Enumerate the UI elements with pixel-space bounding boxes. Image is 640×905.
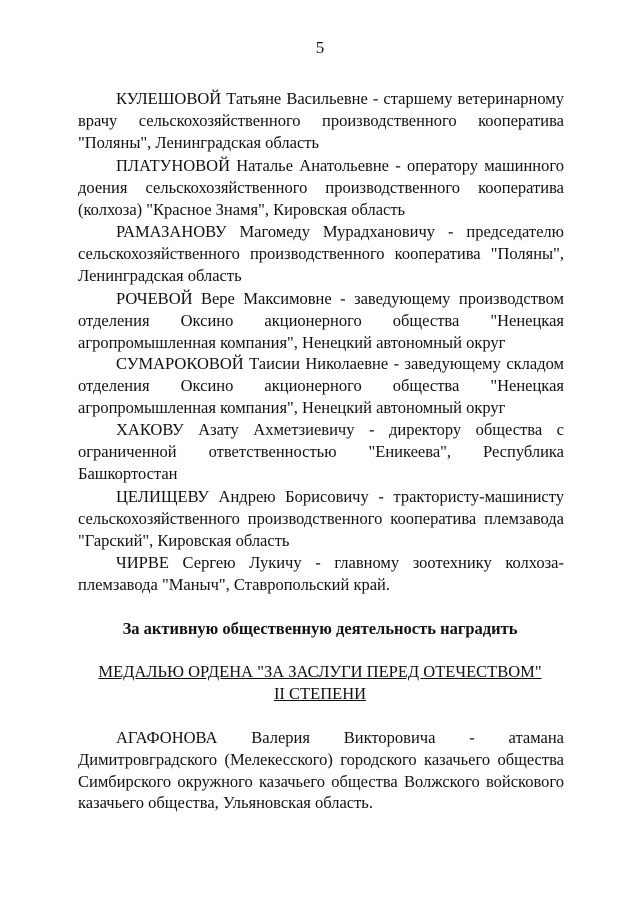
award-entry-ramazanov: РАМАЗАНОВУ Магомеду Мурадхановичу - председателю сельскохозяйственного производственного кооператива "Поляны", Ленинградская область xyxy=(78,222,564,285)
award-entry-tselishchev: ЦЕЛИЩЕВУ Андрею Борисовичу - трактористу-машинисту сельскохозяйственного производственного кооператива племзавода "Гарский", Кировская область xyxy=(78,487,564,550)
award-entry-platunova: ПЛАТУНОВОЙ Наталье Анатольевне - оператору машинного доения сельскохозяйственного производственного кооператива (колхоза) "Красное Знамя", Кировская область xyxy=(78,156,564,219)
award-title-line-1: МЕДАЛЬЮ ОРДЕНА "ЗА ЗАСЛУГИ ПЕРЕД ОТЕЧЕСТВОМ" xyxy=(98,662,542,681)
award-entry-chirva: ЧИРВЕ Сергею Лукичу - главному зоотехнику колхоза-племзавода "Маныч", Ставропольский край. xyxy=(78,553,564,594)
award-entry-kuleshova: КУЛЕШОВОЙ Татьяне Васильевне - старшему ветеринарному врачу сельскохозяйственного производственного кооператива "Поляны", Ленинградская область xyxy=(78,89,564,152)
award-entry-rocheva: РОЧЕВОЙ Вере Максимовне - заведующему производством отделения Оксино акционерного общества "Ненецкая агропромышленная компания", Ненецкий автономный округ xyxy=(78,289,564,352)
section-heading: За активную общественную деятельность наградить xyxy=(122,619,518,638)
award-entry-agafonov: АГАФОНОВА Валерия Викторовича - атамана Димитровградского (Мелекесского) городского казачьего общества Симбирского окружного казачьего общества Волжского войскового казачьего общества, Ульяновская область. xyxy=(78,728,564,813)
award-title-line-2: II СТЕПЕНИ xyxy=(273,684,367,703)
award-entry-sumarokova: СУМАРОКОВОЙ Таисии Николаевне - заведующему складом отделения Оксино акционерного общества "Ненецкая агропромышленная компания", Ненецкий автономный округ xyxy=(78,354,564,417)
page-number: 5 xyxy=(315,38,325,57)
award-entry-khakov: ХАКОВУ Азату Ахметзиевичу - директору общества с ограниченной ответственностью "Еникеева", Республика Башкортостан xyxy=(78,420,564,483)
